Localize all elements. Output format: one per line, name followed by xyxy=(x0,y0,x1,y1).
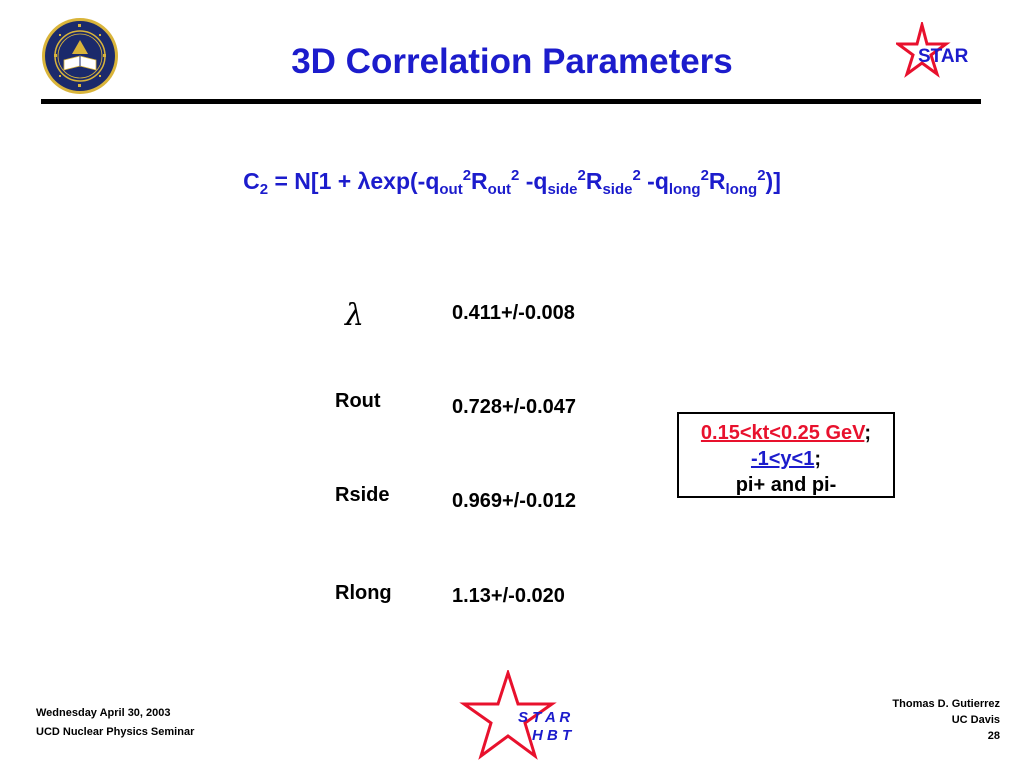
formula-r-out-superscript: 2 xyxy=(511,167,520,184)
rside-value: 0.969+/-0.012 xyxy=(452,490,576,512)
rapidity-range-text: -1<y<1 xyxy=(750,448,815,470)
formula-part-1: = N[1 + λexp(-q xyxy=(268,168,440,194)
formula-r-side: R xyxy=(585,168,603,194)
star-logo-text: STAR xyxy=(918,46,969,67)
footer-date: Wednesday April 30, 2003 xyxy=(36,707,171,719)
formula-r-long-subscript: long xyxy=(725,181,758,198)
footer-affiliation: UC Davis xyxy=(951,714,1000,726)
footer-page-number: 28 xyxy=(987,730,1000,742)
formula-part-2: -q xyxy=(519,168,548,194)
slide-title: 3D Correlation Parameters xyxy=(291,42,733,81)
star-experiment-logo xyxy=(896,22,976,82)
formula-part-4: )] xyxy=(765,168,781,194)
particles-text: pi+ and pi- xyxy=(735,474,837,496)
kt-separator: ; xyxy=(864,422,872,444)
formula-q-long-subscript: long xyxy=(668,181,701,198)
star-hbt-line-1: S T A R xyxy=(518,709,571,726)
rapidity-separator: ; xyxy=(814,448,822,470)
lambda-symbol: λ xyxy=(345,298,365,333)
lambda-value: 0.411+/-0.008 xyxy=(452,302,575,324)
star-hbt-logo xyxy=(458,670,582,762)
rlong-label: Rlong xyxy=(335,582,392,604)
cuts-condition-box xyxy=(677,412,895,498)
footer-author-block xyxy=(820,696,1000,744)
formula-q-side-subscript: side xyxy=(547,181,578,198)
formula-c: C xyxy=(243,168,260,194)
rside-label: Rside xyxy=(335,484,390,506)
formula-q-out-subscript: out xyxy=(439,181,463,198)
condition-line-rapidity xyxy=(679,446,893,472)
formula-c-subscript: 2 xyxy=(259,181,269,198)
formula-r-out: R xyxy=(471,168,488,194)
formula-q-out-superscript: 2 xyxy=(462,167,472,184)
kt-range-text: 0.15<kt<0.25 GeV xyxy=(700,422,865,444)
rout-value: 0.728+/-0.047 xyxy=(452,396,576,418)
formula-r-side-superscript: 2 xyxy=(632,167,641,184)
rlong-value: 1.13+/-0.020 xyxy=(452,585,565,607)
formula-part-3: -q xyxy=(640,168,669,194)
correlation-function-formula xyxy=(0,167,1024,198)
footer-author: Thomas D. Gutierrez xyxy=(892,698,1000,710)
star-hbt-line-2: H B T xyxy=(532,727,572,744)
formula-q-long-superscript: 2 xyxy=(700,167,709,184)
condition-line-kt xyxy=(679,420,893,446)
rout-label: Rout xyxy=(335,390,381,412)
title-divider xyxy=(41,99,981,104)
formula-r-long: R xyxy=(708,168,726,194)
formula-q-side-superscript: 2 xyxy=(577,167,586,184)
formula-r-side-subscript: side xyxy=(602,181,633,198)
formula-r-long-superscript: 2 xyxy=(757,167,766,184)
footer-event: UCD Nuclear Physics Seminar xyxy=(36,726,195,738)
formula-r-out-subscript: out xyxy=(487,181,511,198)
